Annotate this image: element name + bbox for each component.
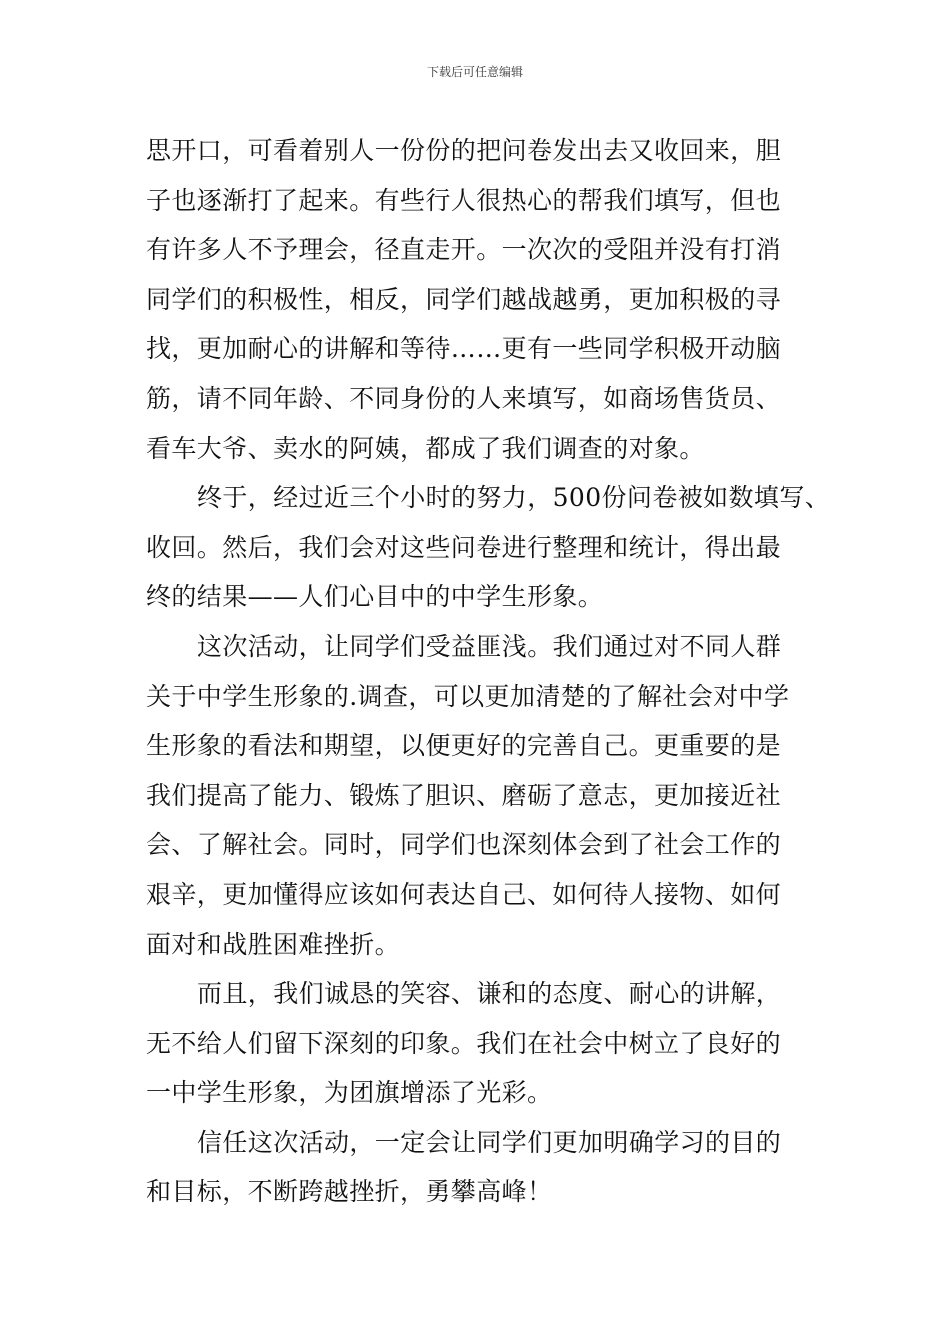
page-header: 下载后可任意编辑 [426,65,523,79]
text-line: 会、了解社会。同时，同学们也深刻体会到了社会工作的 [146,830,782,860]
text-line: 筋，请不同年龄、不同身份的人来填写，如商场售货员、 [146,383,782,413]
text-line: 艰辛，更加懂得应该如何表达自己、如何待人接物、如何 [146,879,782,909]
text-line: 一中学生形象，为团旗增添了光彩。 [146,1078,553,1108]
text-line: 有许多人不予理会，径直走开。一次次的受阻并没有打消 [146,235,782,265]
text-line: 关于中学生形象的.调查，可以更加清楚的了解社会对中学 [146,681,790,711]
text-line: 思开口，可看着别人一份份的把问卷发出去又收回来，胆 [146,136,782,165]
text-line: 这次活动，让同学们受益匪浅。我们通过对不同人群 [197,631,782,661]
document-body [146,130,846,1221]
text-line: 无不给人们留下深刻的印象。我们在社会中树立了良好的 [146,1028,782,1058]
text-line: 信任这次活动，一定会让同学们更加明确学习的目的 [197,1127,782,1157]
text-line: 我们提高了能力、锻炼了胆识、磨砺了意志，更加接近社 [146,780,782,810]
text-line: 找，更加耐心的讲解和等待……更有一些同学积极开动脑 [146,334,782,364]
text-line: 终于，经过近三个小时的努力，500份问卷被如数填写、 [197,483,831,513]
text-line: 而且，我们诚恳的笑容、谦和的态度、耐心的讲解， [197,979,782,1009]
text-line: 和目标，不断跨越挫折，勇攀高峰！ [146,1177,553,1207]
text-line: 收回。然后，我们会对这些问卷进行整理和统计，得出最 [146,532,782,562]
text-line: 面对和战胜困难挫折。 [146,929,401,959]
text-line: 同学们的积极性，相反，同学们越战越勇，更加积极的寻 [146,284,782,314]
text-line: 终的结果——人们心目中的中学生形象。 [146,582,604,612]
text-line: 看车大爷、卖水的阿姨，都成了我们调查的对象。 [146,433,705,463]
text-line: 子也逐渐打了起来。有些行人很热心的帮我们填写，但也 [146,185,782,215]
text-line: 生形象的看法和期望，以便更好的完善自己。更重要的是 [146,731,782,761]
